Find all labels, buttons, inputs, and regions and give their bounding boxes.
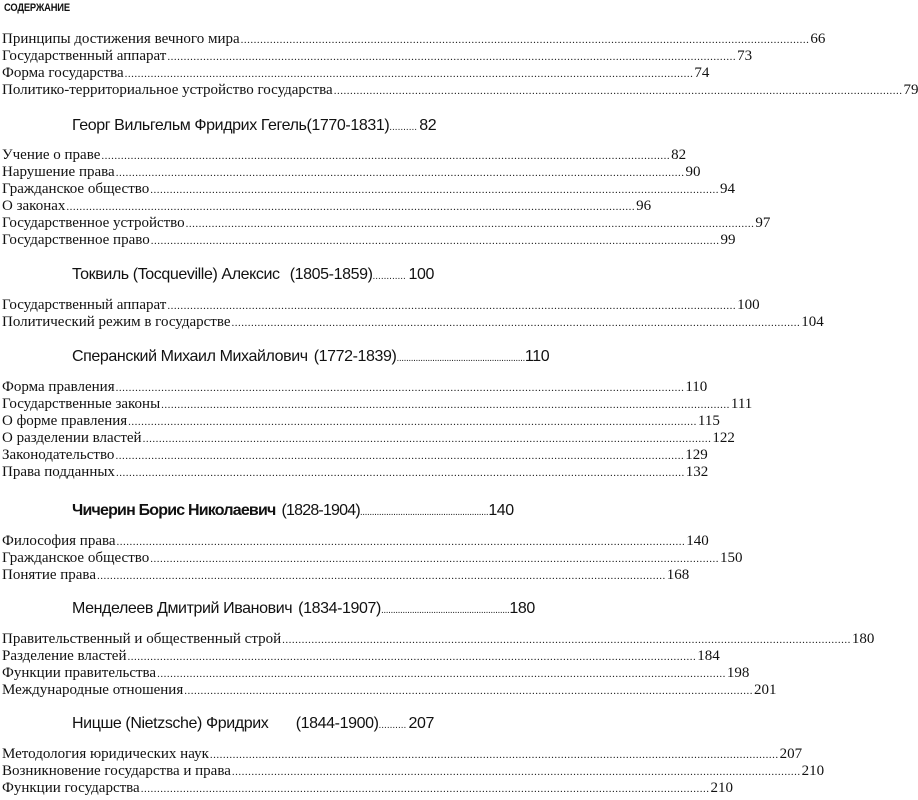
toc-entry: Учение о праве ..... 82 [2, 146, 432, 164]
toc-entry: Форма правления ..... 110 [2, 378, 432, 396]
author-name: Менделеев Дмитрий Иванович [72, 600, 293, 617]
toc-page-number: 140 [488, 502, 514, 519]
toc-section-heading: Сперанский Михаил Михайлович (1772-1839) ...................................................... 110 [0, 345, 434, 369]
toc-entry: Государственные законы ..... 111 [2, 395, 432, 413]
toc-entry: Политический режим в государстве ..... 104 [2, 313, 432, 331]
author-years: (1772-1839) [313, 348, 397, 365]
toc-entry: Возникновение государства и права ..... 210 [2, 762, 432, 780]
author-name: Чичерин Борис Николаевич [72, 502, 276, 519]
toc-entry: Международные отношения ..... 201 [2, 681, 432, 699]
toc-entry: Права подданных ..... 132 [2, 463, 432, 481]
toc-section-heading: Чичерин Борис Николаевич (1828-1904) ...................................................... 140 [0, 499, 434, 523]
toc-entry: Государственное право ..... 99 [2, 231, 432, 249]
toc-entry: Понятие права ..... 168 [2, 566, 432, 584]
toc-entry: Гражданское общество ..... 94 [2, 180, 432, 198]
author-years: (1770-1831) [306, 117, 390, 134]
author-name: Сперанский Михаил Михайлович [72, 348, 308, 365]
toc-page-number: 82 [419, 117, 437, 134]
author-name: Ницше (Nietzsche) Фридрих [72, 715, 269, 732]
toc-section-heading: Ницше (Nietzsche) Фридрих (1844-1900) .......... 207 [0, 712, 434, 736]
toc-entry: Философия права ..... 140 [2, 532, 432, 550]
toc-entry: Методология юридических наук ..... 207 [2, 745, 432, 763]
author-years: (1805-1859) [289, 266, 373, 283]
toc-entry: О законах ..... 96 [2, 197, 432, 215]
toc-entry: Принципы достижения вечного мира ..... 66 [2, 30, 432, 48]
toc-entry: О разделении властей ..... 122 [2, 429, 432, 447]
toc-entry: Государственный аппарат ..... 100 [2, 296, 432, 314]
toc-section-heading: Токвиль (Tocqueville) Алексис (1805-1859) ............ 100 [0, 263, 434, 287]
running-head: СОДЕРЖАНИЕ [4, 2, 70, 14]
toc-entry: Законодательство ..... 129 [2, 446, 432, 464]
toc-entry: Разделение властей ..... 184 [2, 647, 432, 665]
toc-page-number: 110 [524, 348, 550, 365]
toc-entry: Форма государства ..... 74 [2, 64, 432, 82]
toc-section-heading: Георг Вильгельм Фридрих Гегель (1770-1831) .......... 82 [0, 114, 434, 138]
toc-entry: Функции государства ..... 210 [2, 779, 432, 797]
toc-page-number: 180 [509, 600, 535, 617]
toc-entry: О форме правления ..... 115 [2, 412, 432, 430]
toc-entry: Государственный аппарат ..... 73 [2, 47, 432, 65]
author-years: (1828-1904) [281, 502, 360, 519]
toc-page-number: 100 [408, 266, 434, 283]
toc-page-number: 207 [408, 715, 434, 732]
toc-entry: Государственное устройство ..... 97 [2, 214, 432, 232]
author-years: (1844-1900) [295, 715, 379, 732]
toc-entry: Политико-территориальное устройство государства ..... 79 [2, 81, 432, 99]
author-name: Токвиль (Tocqueville) Алексис [72, 266, 280, 283]
author-years: (1834-1907) [298, 600, 381, 617]
toc-entry: Гражданское общество ..... 150 [2, 549, 432, 567]
toc-entry: Функции правительства ..... 198 [2, 664, 432, 682]
author-name: Георг Вильгельм Фридрих Гегель [72, 117, 307, 134]
toc-section-heading: Менделеев Дмитрий Иванович (1834-1907) ...................................................... 180 [0, 597, 434, 621]
toc-entry: Нарушение права ..... 90 [2, 163, 432, 181]
toc-entry: Правительственный и общественный строй ..... 180 [2, 630, 432, 648]
